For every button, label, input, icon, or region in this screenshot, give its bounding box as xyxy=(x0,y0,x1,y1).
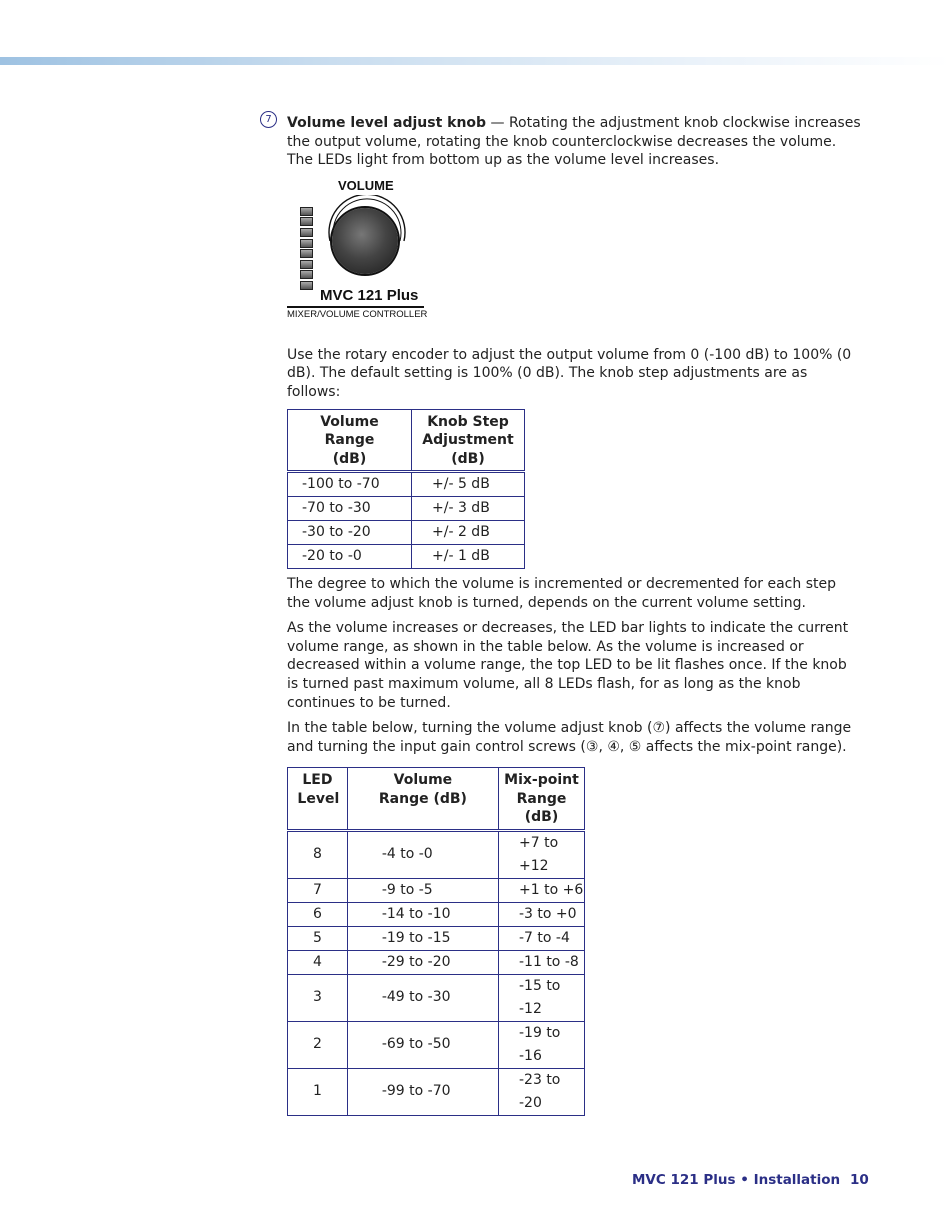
encoder-paragraph: Use the rotary encoder to adjust the output volume from 0 (-100 dB) to 100% (0 dB). The default setting is 100% (0 dB). The knob step adjustments are as follows: xyxy=(287,346,852,400)
table-cell: 4 xyxy=(288,950,348,974)
page-number: 10 xyxy=(850,1172,869,1188)
table-cell: -23 to -20 xyxy=(499,1068,585,1115)
led-paragraph: As the volume increases or decreases, the LED bar lights to indicate the current volume range, as shown in the table below. As the volume is increased or decreased within a volume range, the top LED to be lit flashes once. If the knob is turned past maximum volume, all 8 LEDs flash, for as long as the knob continues to be turned. xyxy=(287,620,849,711)
figure-volume-label: VOLUME xyxy=(338,177,394,193)
table-cell: -99 to -70 xyxy=(347,1068,498,1115)
table-cell: -14 to -10 xyxy=(347,902,498,926)
table-cell: -69 to -50 xyxy=(347,1021,498,1068)
table-row xyxy=(288,950,585,974)
table-cell: 5 xyxy=(288,926,348,950)
table-cell: +/- 3 dB xyxy=(412,497,525,521)
table-row xyxy=(288,521,525,545)
table-cell: -7 to -4 xyxy=(499,926,585,950)
table-cell: +/- 2 dB xyxy=(412,521,525,545)
table-cell: -49 to -30 xyxy=(347,974,498,1021)
degree-paragraph: The degree to which the volume is incremented or decremented for each step the volume adjust knob is turned, depends on the current volume setting. xyxy=(287,576,836,611)
table-header-cell: Knob Step Adjustment (dB) xyxy=(412,409,525,472)
table-row xyxy=(288,926,585,950)
table-cell: -19 to -16 xyxy=(499,1021,585,1068)
table-cell: 2 xyxy=(288,1021,348,1068)
table-intro-paragraph: In the table below, turning the volume adjust knob (⑦) affects the volume range and turning the input gain control screws (③, ④, ⑤ affects the mix-point range). xyxy=(287,720,852,755)
table-header-row xyxy=(288,768,585,831)
table-cell: -15 to -12 xyxy=(499,974,585,1021)
led-bar xyxy=(300,207,313,292)
intro-heading: Volume level adjust knob xyxy=(287,115,487,131)
table-header-cell: LED Level xyxy=(288,768,348,831)
table-cell: -29 to -20 xyxy=(347,950,498,974)
table-cell: +1 to +6 xyxy=(499,878,585,902)
table-header-row xyxy=(288,409,525,472)
table-row xyxy=(288,902,585,926)
led-segment xyxy=(300,239,313,248)
table-cell: +7 to +12 xyxy=(499,830,585,878)
table-row xyxy=(288,830,585,878)
main-content xyxy=(287,114,862,1116)
table-cell: -11 to -8 xyxy=(499,950,585,974)
led-segment xyxy=(300,260,313,269)
table-row xyxy=(288,545,525,569)
figure-subtitle: MIXER/VOLUME CONTROLLER xyxy=(287,308,428,320)
intro-paragraph xyxy=(287,114,862,170)
volume-knob-figure xyxy=(287,178,437,328)
table-cell: 1 xyxy=(288,1068,348,1115)
table-cell: 3 xyxy=(288,974,348,1021)
led-segment xyxy=(300,207,313,216)
led-segment xyxy=(300,228,313,237)
table-cell: -20 to -0 xyxy=(288,545,412,569)
table-header-cell: Volume Range (dB) xyxy=(288,409,412,472)
table-row xyxy=(288,1021,585,1068)
figure-model-name: MVC 121 Plus xyxy=(320,286,419,304)
callout-number: 7 xyxy=(260,111,277,128)
table-cell: -30 to -20 xyxy=(288,521,412,545)
table-row xyxy=(288,878,585,902)
table-row xyxy=(288,974,585,1021)
led-segment xyxy=(300,270,313,279)
table-cell: -9 to -5 xyxy=(347,878,498,902)
volume-knob xyxy=(332,208,398,274)
table-cell: -100 to -70 xyxy=(288,472,412,497)
knob-step-table xyxy=(287,409,525,570)
table-cell: 8 xyxy=(288,830,348,878)
table-cell: -19 to -15 xyxy=(347,926,498,950)
intro-text: — Rotating the adjustment knob clockwise increases the output volume, rotating the knob counterclockwise decreases the volume. The LEDs light from bottom up as the volume level increases. xyxy=(287,115,861,169)
led-segment xyxy=(300,281,313,290)
table-cell: 7 xyxy=(288,878,348,902)
led-level-table xyxy=(287,767,585,1116)
table-cell: -4 to -0 xyxy=(347,830,498,878)
figure-divider xyxy=(287,306,424,308)
table-header-cell: Volume Range (dB) xyxy=(347,768,498,831)
table-cell: 6 xyxy=(288,902,348,926)
led-segment xyxy=(300,249,313,258)
table-cell: +/- 5 dB xyxy=(412,472,525,497)
table-row xyxy=(288,497,525,521)
table-cell: -70 to -30 xyxy=(288,497,412,521)
table-cell: -3 to +0 xyxy=(499,902,585,926)
led-segment xyxy=(300,217,313,226)
header-gradient-bar xyxy=(0,57,950,65)
table-cell: +/- 1 dB xyxy=(412,545,525,569)
table-row xyxy=(288,472,525,497)
footer-title: MVC 121 Plus • Installation xyxy=(632,1172,841,1188)
table-header-cell: Mix-point Range (dB) xyxy=(499,768,585,831)
table-row xyxy=(288,1068,585,1115)
